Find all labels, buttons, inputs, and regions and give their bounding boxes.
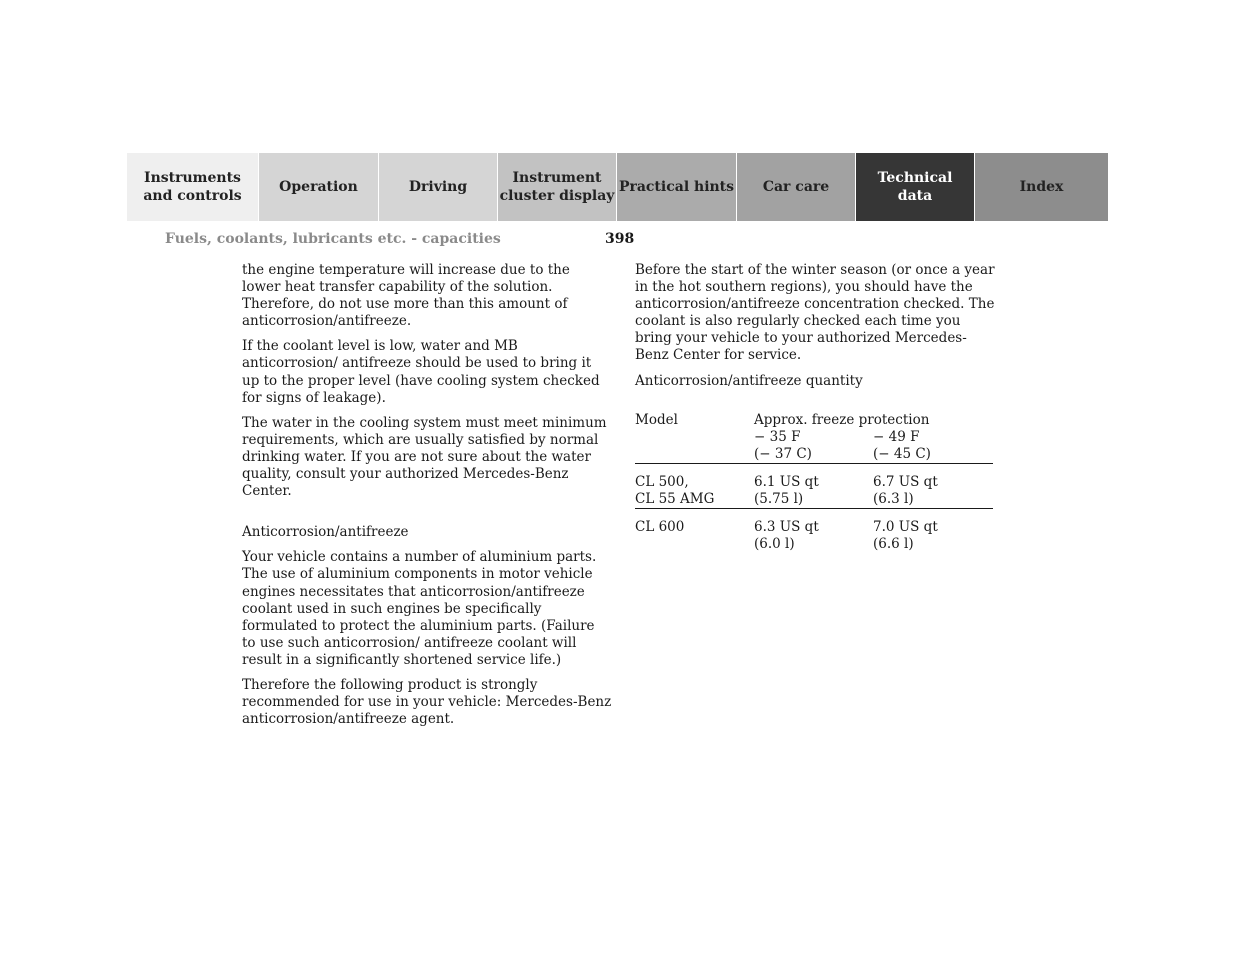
tab-car-care[interactable] bbox=[737, 153, 856, 221]
right-column bbox=[635, 262, 995, 553]
model-name: CL 500, CL 55 AMG bbox=[635, 473, 715, 508]
tab-label: Technical data bbox=[877, 170, 953, 204]
paragraph: Before the start of the winter season (or once a year in the hot southern regions), you should have the anticorrosion/antifreeze concentration checked. The coolant is also regularly checked each time you bring your vehicle to your authorized Mercedes-Benz Center for service. bbox=[635, 262, 995, 364]
qty-value: 7.0 US qt (6.6 l) bbox=[873, 519, 938, 553]
temp-label: − 35 F (− 37 C) bbox=[754, 428, 812, 462]
tab-instruments-and-controls[interactable] bbox=[127, 153, 259, 221]
paragraph: the engine temperature will increase due to the lower heat transfer capability of the solution. Therefore, do not use more than this amount of anticorrosion/antifreeze. bbox=[242, 262, 570, 330]
paragraph: The water in the cooling system must meet minimum requirements, which are usually satisfied by normal drinking water. If you are not sure about the water quality, consult your authorized Mercedes-Benz Center. bbox=[242, 414, 607, 500]
tab-driving[interactable] bbox=[379, 153, 498, 221]
antifreeze-quantity-table bbox=[635, 412, 993, 554]
tab-operation[interactable] bbox=[259, 153, 379, 221]
qty-cell bbox=[873, 509, 993, 554]
chapter-tabs bbox=[127, 153, 1108, 221]
tab-label: Operation bbox=[279, 179, 358, 195]
tab-technical-data[interactable] bbox=[856, 153, 975, 221]
tab-label: Driving bbox=[408, 179, 468, 195]
table-subheader-row bbox=[635, 429, 993, 464]
paragraph: Your vehicle contains a number of aluminium parts. The use of aluminium components in motor vehicle engines necessitates that anticorrosion/antifreeze coolant used in such engines be specifically formulated to protect the aluminium parts. (Failure to use such anticorrosion/ antifreeze coolant will result in a significantly shortened service life.) bbox=[242, 549, 597, 668]
page-number: 398 bbox=[605, 231, 635, 247]
tab-label: Instrument cluster display bbox=[499, 170, 615, 204]
qty-cell bbox=[754, 509, 873, 554]
left-column bbox=[242, 262, 612, 736]
model-cell bbox=[635, 463, 754, 508]
model-cell bbox=[635, 509, 754, 554]
qty-value: 6.3 US qt (6.0 l) bbox=[754, 519, 819, 553]
qty-value: 6.1 US qt (5.75 l) bbox=[754, 473, 819, 508]
tab-label: Practical hints bbox=[618, 179, 735, 195]
table-row bbox=[635, 509, 993, 554]
subheading: Anticorrosion/antifreeze bbox=[242, 524, 409, 541]
paragraph: Therefore the following product is strongly recommended for use in your vehicle: Mercedes-Benz anticorrosion/antifreeze agent. bbox=[242, 676, 612, 728]
tab-practical-hints[interactable] bbox=[617, 153, 737, 221]
temp-col-2 bbox=[873, 429, 993, 464]
qty-value: 6.7 US qt (6.3 l) bbox=[873, 473, 938, 508]
tab-index[interactable] bbox=[975, 153, 1108, 221]
paragraph: If the coolant level is low, water and MB anticorrosion/ antifreeze should be used to bring it up to the proper level (have cooling system checked for signs of leakage). bbox=[242, 338, 600, 406]
table-caption: Anticorrosion/antifreeze quantity bbox=[635, 372, 863, 389]
temp-col-1 bbox=[754, 429, 873, 464]
tab-label: Instruments and controls bbox=[143, 170, 242, 204]
header-freeze-protection: Approx. freeze protection bbox=[754, 411, 930, 428]
temp-label: − 49 F (− 45 C) bbox=[873, 428, 931, 462]
qty-cell bbox=[754, 463, 873, 508]
table-row bbox=[635, 463, 993, 508]
empty-cell bbox=[635, 429, 754, 464]
header-model: Model bbox=[635, 411, 678, 428]
tab-label: Index bbox=[1019, 179, 1064, 195]
qty-cell bbox=[873, 463, 993, 508]
model-name: CL 600 bbox=[635, 519, 685, 536]
tab-instrument-cluster-display[interactable] bbox=[498, 153, 617, 221]
section-title: Fuels, coolants, lubricants etc. - capacities bbox=[165, 231, 501, 247]
tab-label: Car care bbox=[762, 179, 830, 195]
table-header-row bbox=[635, 412, 993, 429]
